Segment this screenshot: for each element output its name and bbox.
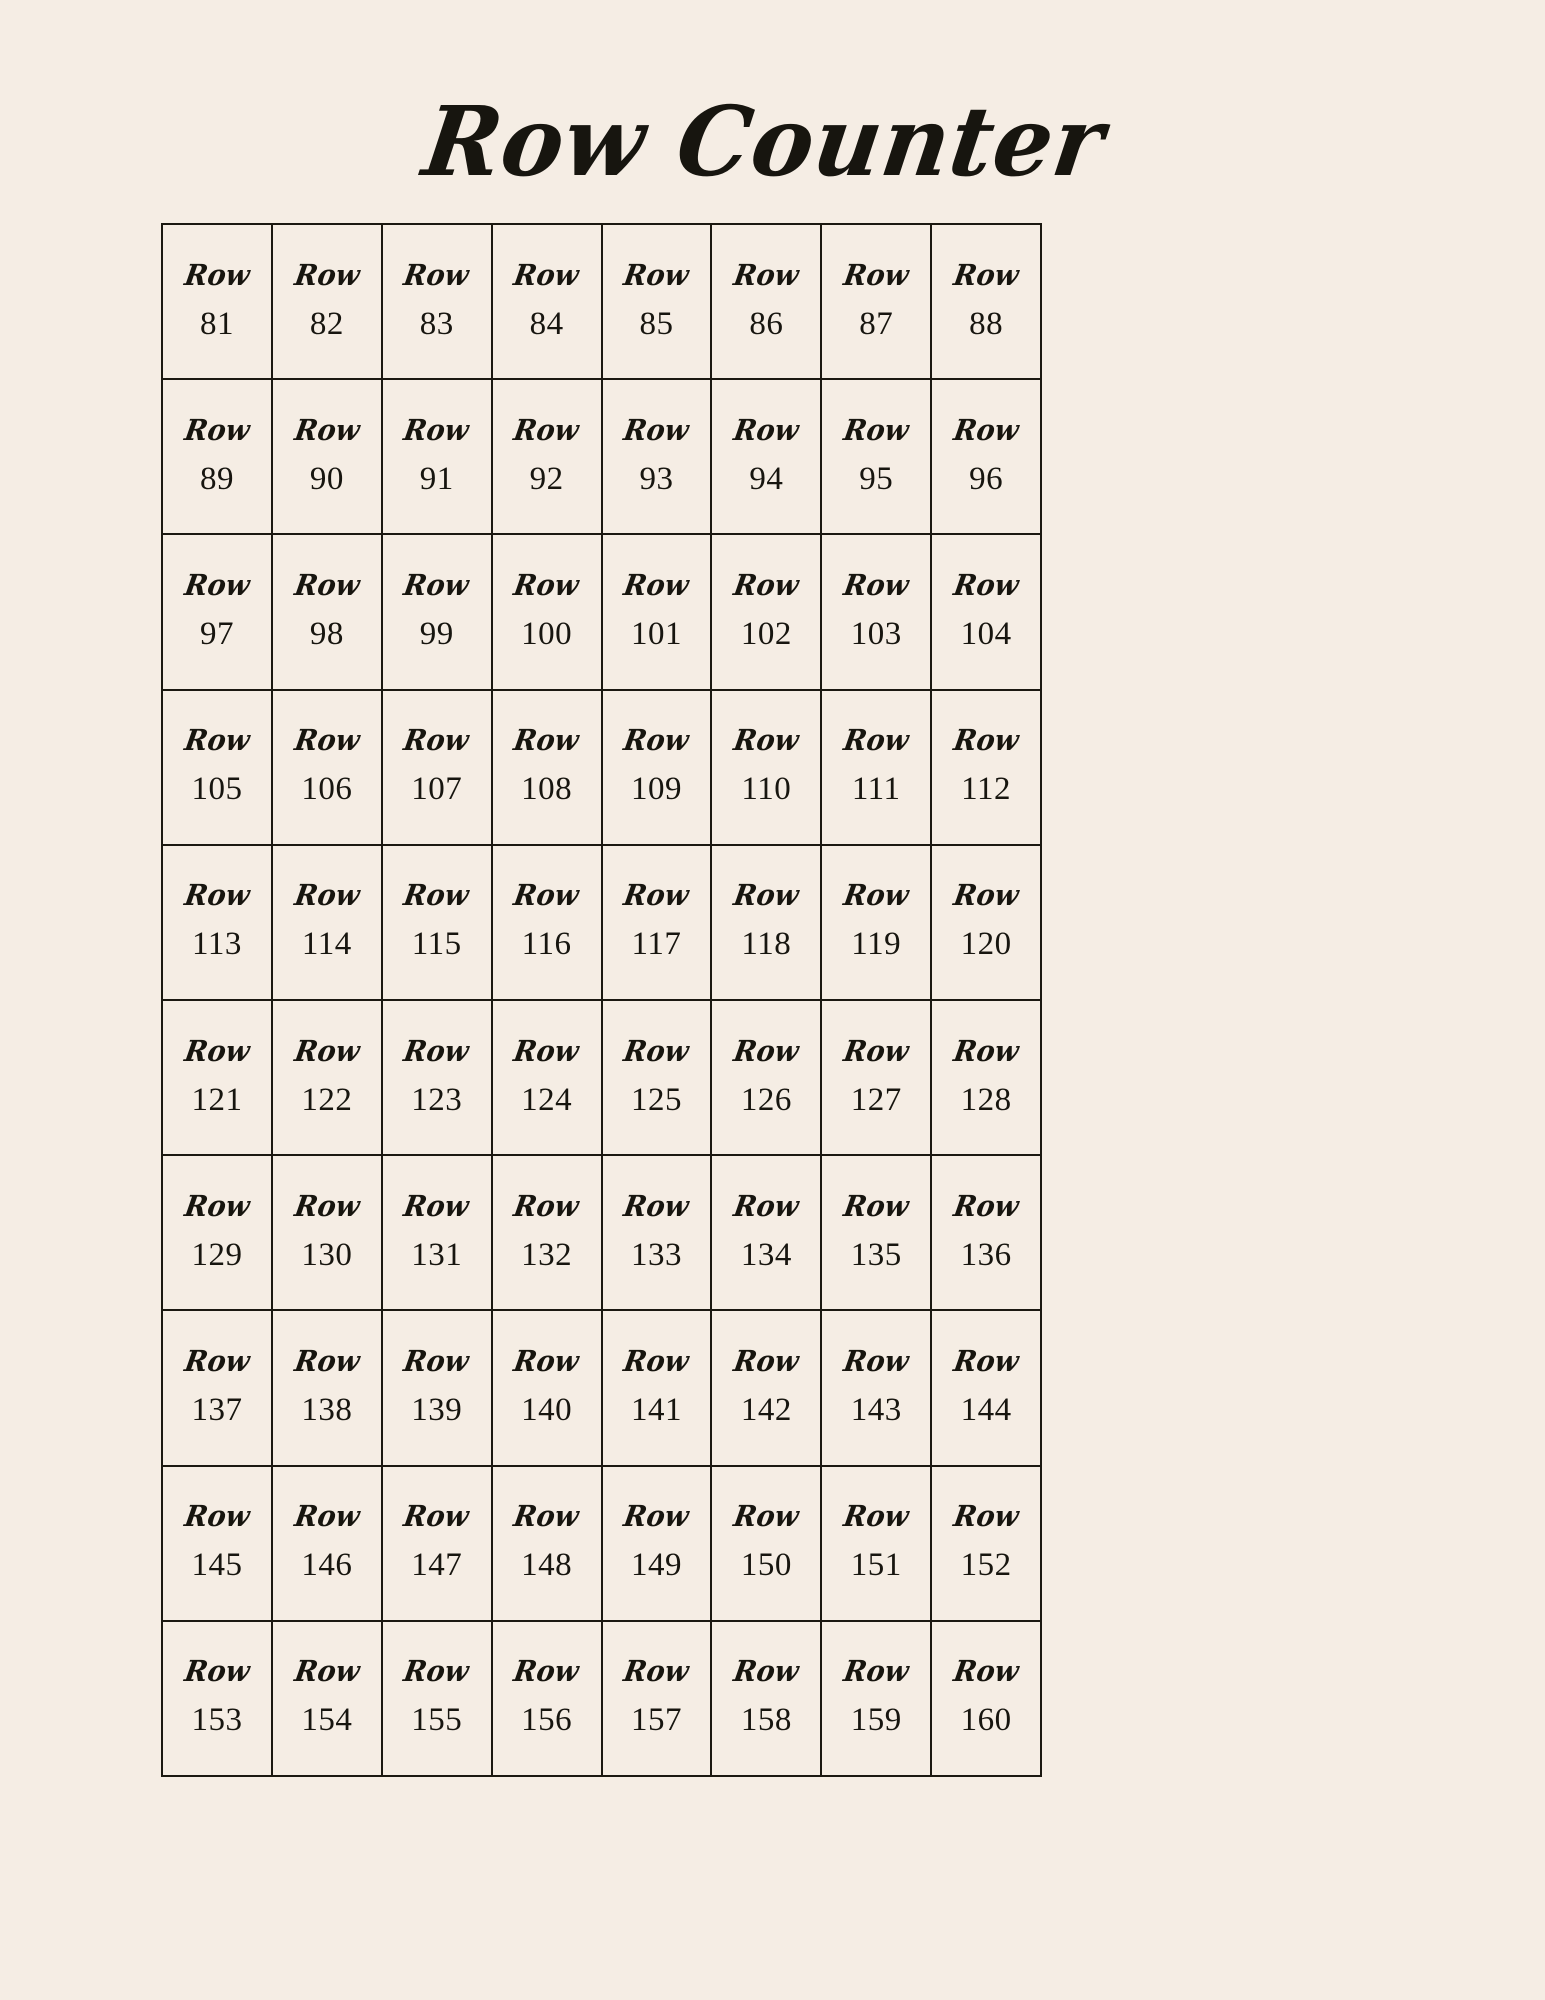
cell-number-label: 149 <box>630 1547 682 1584</box>
cell-number-label: 110 <box>741 771 792 808</box>
cell-word-label: Row <box>511 1499 582 1534</box>
row-counter-cell[interactable] <box>603 691 713 846</box>
row-counter-cell[interactable] <box>383 225 493 380</box>
cell-word-label: Row <box>292 878 362 913</box>
cell-word-label: Row <box>951 257 1021 292</box>
cell-number-label: 90 <box>309 460 344 497</box>
cell-word-label: Row <box>511 1033 582 1068</box>
row-counter-cell[interactable] <box>163 1156 273 1311</box>
row-counter-cell[interactable] <box>493 846 603 1001</box>
row-counter-cell[interactable] <box>932 380 1042 535</box>
cell-word-label: Row <box>511 1654 582 1689</box>
row-counter-cell[interactable] <box>822 1156 932 1311</box>
cell-number-label: 100 <box>521 615 573 652</box>
cell-number-label: 88 <box>969 305 1004 342</box>
cell-number-label: 127 <box>850 1081 902 1118</box>
row-counter-cell[interactable] <box>383 1311 493 1466</box>
cell-word-label: Row <box>841 567 912 602</box>
row-counter-cell[interactable] <box>163 691 273 846</box>
cell-number-label: 159 <box>850 1702 902 1739</box>
row-counter-cell[interactable] <box>493 535 603 690</box>
cell-word-label: Row <box>401 257 472 292</box>
cell-word-label: Row <box>292 567 362 602</box>
cell-word-label: Row <box>951 1188 1021 1223</box>
row-counter-cell[interactable] <box>822 691 932 846</box>
cell-number-label: 117 <box>631 926 682 963</box>
cell-word-label: Row <box>841 1188 912 1223</box>
row-counter-cell[interactable] <box>163 1001 273 1156</box>
cell-number-label: 93 <box>639 460 674 497</box>
cell-word-label: Row <box>841 412 912 447</box>
cell-word-label: Row <box>951 1499 1021 1534</box>
cell-word-label: Row <box>292 723 362 758</box>
cell-number-label: 96 <box>969 460 1004 497</box>
row-counter-cell[interactable] <box>273 691 383 846</box>
cell-number-label: 125 <box>630 1081 682 1118</box>
cell-number-label: 81 <box>199 305 234 342</box>
cell-word-label: Row <box>841 1654 912 1689</box>
cell-word-label: Row <box>511 257 582 292</box>
cell-word-label: Row <box>621 878 692 913</box>
row-counter-grid <box>161 223 1042 1777</box>
cell-number-label: 146 <box>301 1547 353 1584</box>
cell-word-label: Row <box>731 1654 802 1689</box>
row-counter-cell[interactable] <box>822 1001 932 1156</box>
cell-number-label: 98 <box>309 615 344 652</box>
cell-number-label: 104 <box>960 615 1012 652</box>
cell-number-label: 148 <box>521 1547 573 1584</box>
row-counter-cell[interactable] <box>383 846 493 1001</box>
cell-word-label: Row <box>731 723 802 758</box>
cell-word-label: Row <box>182 412 252 447</box>
row-counter-cell[interactable] <box>383 535 493 690</box>
cell-word-label: Row <box>401 878 472 913</box>
cell-word-label: Row <box>951 1654 1021 1689</box>
cell-number-label: 106 <box>301 771 353 808</box>
row-counter-cell[interactable] <box>603 1467 713 1622</box>
cell-number-label: 120 <box>960 926 1012 963</box>
cell-word-label: Row <box>731 257 802 292</box>
cell-number-label: 112 <box>961 771 1011 808</box>
row-counter-cell[interactable] <box>493 1467 603 1622</box>
cell-word-label: Row <box>841 878 912 913</box>
cell-word-label: Row <box>292 1188 362 1223</box>
row-counter-cell[interactable] <box>163 225 273 380</box>
cell-word-label: Row <box>951 1033 1021 1068</box>
cell-number-label: 102 <box>740 615 792 652</box>
row-counter-cell[interactable] <box>932 225 1042 380</box>
cell-word-label: Row <box>182 1499 252 1534</box>
cell-number-label: 105 <box>191 771 243 808</box>
row-counter-cell[interactable] <box>932 1156 1042 1311</box>
row-counter-cell[interactable] <box>163 846 273 1001</box>
row-counter-cell[interactable] <box>493 380 603 535</box>
row-counter-cell[interactable] <box>932 1311 1042 1466</box>
cell-word-label: Row <box>511 567 582 602</box>
cell-word-label: Row <box>182 1343 252 1378</box>
cell-word-label: Row <box>841 723 912 758</box>
cell-word-label: Row <box>511 412 582 447</box>
cell-number-label: 97 <box>199 615 234 652</box>
row-counter-cell[interactable] <box>493 225 603 380</box>
cell-number-label: 119 <box>851 926 902 963</box>
cell-number-label: 99 <box>419 615 454 652</box>
cell-word-label: Row <box>621 723 692 758</box>
cell-number-label: 86 <box>749 305 784 342</box>
row-counter-cell[interactable] <box>712 1622 822 1777</box>
cell-number-label: 89 <box>199 460 234 497</box>
cell-number-label: 147 <box>411 1547 463 1584</box>
cell-number-label: 160 <box>960 1702 1012 1739</box>
cell-number-label: 87 <box>859 305 894 342</box>
cell-word-label: Row <box>731 878 802 913</box>
row-counter-cell[interactable] <box>273 1001 383 1156</box>
row-counter-cell[interactable] <box>712 1001 822 1156</box>
cell-number-label: 85 <box>639 305 674 342</box>
row-counter-cell[interactable] <box>273 1467 383 1622</box>
cell-number-label: 154 <box>301 1702 353 1739</box>
cell-word-label: Row <box>731 1499 802 1534</box>
cell-number-label: 157 <box>630 1702 682 1739</box>
row-counter-cell[interactable] <box>932 1622 1042 1777</box>
row-counter-cell[interactable] <box>822 1467 932 1622</box>
cell-number-label: 142 <box>740 1391 792 1428</box>
row-counter-cell[interactable] <box>163 1622 273 1777</box>
row-counter-cell[interactable] <box>932 1001 1042 1156</box>
cell-number-label: 84 <box>529 305 564 342</box>
cell-word-label: Row <box>182 723 252 758</box>
cell-word-label: Row <box>621 412 692 447</box>
cell-number-label: 153 <box>191 1702 243 1739</box>
cell-number-label: 131 <box>411 1236 463 1273</box>
row-counter-cell[interactable] <box>603 846 713 1001</box>
row-counter-cell[interactable] <box>603 1156 713 1311</box>
cell-number-label: 114 <box>301 926 352 963</box>
cell-number-label: 121 <box>191 1081 243 1118</box>
cell-word-label: Row <box>401 1188 472 1223</box>
row-counter-cell[interactable] <box>932 691 1042 846</box>
cell-word-label: Row <box>621 257 692 292</box>
row-counter-cell[interactable] <box>932 846 1042 1001</box>
cell-number-label: 116 <box>521 926 572 963</box>
cell-number-label: 151 <box>850 1547 902 1584</box>
page-title: Row Counter <box>416 85 1112 199</box>
row-counter-cell[interactable] <box>603 535 713 690</box>
row-counter-cell[interactable] <box>273 846 383 1001</box>
cell-word-label: Row <box>401 1654 472 1689</box>
cell-number-label: 123 <box>411 1081 463 1118</box>
cell-number-label: 155 <box>411 1702 463 1739</box>
cell-number-label: 132 <box>521 1236 573 1273</box>
cell-word-label: Row <box>401 723 472 758</box>
cell-word-label: Row <box>951 878 1021 913</box>
cell-word-label: Row <box>731 567 802 602</box>
cell-number-label: 94 <box>749 460 784 497</box>
row-counter-cell[interactable] <box>273 1156 383 1311</box>
cell-word-label: Row <box>621 1654 692 1689</box>
row-counter-cell[interactable] <box>603 380 713 535</box>
cell-word-label: Row <box>292 1033 362 1068</box>
cell-word-label: Row <box>951 567 1021 602</box>
cell-number-label: 92 <box>529 460 564 497</box>
cell-number-label: 95 <box>859 460 894 497</box>
cell-word-label: Row <box>182 1654 252 1689</box>
cell-number-label: 158 <box>740 1702 792 1739</box>
cell-number-label: 150 <box>740 1547 792 1584</box>
row-counter-cell[interactable] <box>383 1001 493 1156</box>
cell-number-label: 134 <box>740 1236 792 1273</box>
row-counter-cell[interactable] <box>163 1311 273 1466</box>
row-counter-cell[interactable] <box>822 225 932 380</box>
cell-word-label: Row <box>511 1188 582 1223</box>
row-counter-cell[interactable] <box>493 1001 603 1156</box>
row-counter-cell[interactable] <box>163 1467 273 1622</box>
row-counter-cell[interactable] <box>712 846 822 1001</box>
row-counter-cell[interactable] <box>822 1622 932 1777</box>
row-counter-cell[interactable] <box>712 1311 822 1466</box>
cell-word-label: Row <box>292 412 362 447</box>
cell-word-label: Row <box>292 257 362 292</box>
cell-word-label: Row <box>951 723 1021 758</box>
row-counter-cell[interactable] <box>822 535 932 690</box>
row-counter-cell[interactable] <box>603 1311 713 1466</box>
cell-word-label: Row <box>292 1499 362 1534</box>
row-counter-cell[interactable] <box>383 1622 493 1777</box>
cell-number-label: 136 <box>960 1236 1012 1273</box>
row-counter-cell[interactable] <box>712 225 822 380</box>
cell-number-label: 122 <box>301 1081 353 1118</box>
cell-number-label: 108 <box>521 771 573 808</box>
row-counter-cell[interactable] <box>273 1311 383 1466</box>
cell-number-label: 115 <box>411 926 462 963</box>
cell-number-label: 129 <box>191 1236 243 1273</box>
cell-number-label: 111 <box>851 771 901 808</box>
cell-number-label: 91 <box>419 460 454 497</box>
cell-word-label: Row <box>511 878 582 913</box>
cell-number-label: 138 <box>301 1391 353 1428</box>
row-counter-cell[interactable] <box>493 691 603 846</box>
cell-word-label: Row <box>731 1188 802 1223</box>
row-counter-cell[interactable] <box>163 535 273 690</box>
cell-number-label: 139 <box>411 1391 463 1428</box>
cell-word-label: Row <box>401 567 472 602</box>
cell-number-label: 145 <box>191 1547 243 1584</box>
row-counter-cell[interactable] <box>493 1311 603 1466</box>
cell-number-label: 137 <box>191 1391 243 1428</box>
cell-word-label: Row <box>182 878 252 913</box>
cell-word-label: Row <box>841 1033 912 1068</box>
row-counter-cell[interactable] <box>603 1001 713 1156</box>
cell-number-label: 133 <box>630 1236 682 1273</box>
row-counter-cell[interactable] <box>383 1156 493 1311</box>
cell-number-label: 135 <box>850 1236 902 1273</box>
row-counter-cell[interactable] <box>273 535 383 690</box>
row-counter-cell[interactable] <box>273 380 383 535</box>
cell-word-label: Row <box>841 257 912 292</box>
cell-word-label: Row <box>401 1343 472 1378</box>
row-counter-cell[interactable] <box>273 1622 383 1777</box>
row-counter-cell[interactable] <box>712 1467 822 1622</box>
row-counter-cell[interactable] <box>712 691 822 846</box>
cell-word-label: Row <box>511 1343 582 1378</box>
cell-word-label: Row <box>292 1654 362 1689</box>
cell-number-label: 152 <box>960 1547 1012 1584</box>
cell-word-label: Row <box>511 723 582 758</box>
cell-word-label: Row <box>182 1188 252 1223</box>
row-counter-cell[interactable] <box>932 1467 1042 1622</box>
row-counter-cell[interactable] <box>383 1467 493 1622</box>
cell-number-label: 101 <box>630 615 682 652</box>
cell-word-label: Row <box>621 1033 692 1068</box>
cell-number-label: 144 <box>960 1391 1012 1428</box>
cell-number-label: 143 <box>850 1391 902 1428</box>
row-counter-cell[interactable] <box>383 380 493 535</box>
cell-number-label: 107 <box>411 771 463 808</box>
cell-number-label: 126 <box>740 1081 792 1118</box>
cell-number-label: 124 <box>521 1081 573 1118</box>
cell-word-label: Row <box>621 567 692 602</box>
row-counter-cell[interactable] <box>493 1622 603 1777</box>
cell-number-label: 156 <box>521 1702 573 1739</box>
cell-word-label: Row <box>401 1033 472 1068</box>
cell-number-label: 103 <box>850 615 902 652</box>
row-counter-cell[interactable] <box>163 380 273 535</box>
cell-number-label: 82 <box>309 305 344 342</box>
cell-word-label: Row <box>621 1343 692 1378</box>
row-counter-cell[interactable] <box>603 1622 713 1777</box>
cell-word-label: Row <box>951 1343 1021 1378</box>
cell-number-label: 83 <box>419 305 454 342</box>
row-counter-cell[interactable] <box>712 380 822 535</box>
cell-number-label: 130 <box>301 1236 353 1273</box>
cell-word-label: Row <box>401 1499 472 1534</box>
cell-word-label: Row <box>182 1033 252 1068</box>
cell-number-label: 128 <box>960 1081 1012 1118</box>
row-counter-cell[interactable] <box>273 225 383 380</box>
cell-word-label: Row <box>621 1499 692 1534</box>
row-counter-cell[interactable] <box>383 691 493 846</box>
row-counter-cell[interactable] <box>712 535 822 690</box>
cell-number-label: 113 <box>192 926 242 963</box>
cell-word-label: Row <box>841 1343 912 1378</box>
cell-word-label: Row <box>401 412 472 447</box>
cell-word-label: Row <box>731 1343 802 1378</box>
cell-word-label: Row <box>292 1343 362 1378</box>
cell-word-label: Row <box>182 257 252 292</box>
row-counter-cell[interactable] <box>822 1311 932 1466</box>
row-counter-cell[interactable] <box>493 1156 603 1311</box>
cell-number-label: 140 <box>521 1391 573 1428</box>
row-counter-cell[interactable] <box>822 846 932 1001</box>
row-counter-cell[interactable] <box>822 380 932 535</box>
row-counter-cell[interactable] <box>712 1156 822 1311</box>
row-counter-cell[interactable] <box>603 225 713 380</box>
cell-word-label: Row <box>951 412 1021 447</box>
cell-number-label: 109 <box>630 771 682 808</box>
cell-word-label: Row <box>731 1033 802 1068</box>
cell-number-label: 118 <box>741 926 792 963</box>
row-counter-cell[interactable] <box>932 535 1042 690</box>
cell-number-label: 141 <box>630 1391 682 1428</box>
cell-word-label: Row <box>182 567 252 602</box>
cell-word-label: Row <box>621 1188 692 1223</box>
cell-word-label: Row <box>841 1499 912 1534</box>
cell-word-label: Row <box>731 412 802 447</box>
